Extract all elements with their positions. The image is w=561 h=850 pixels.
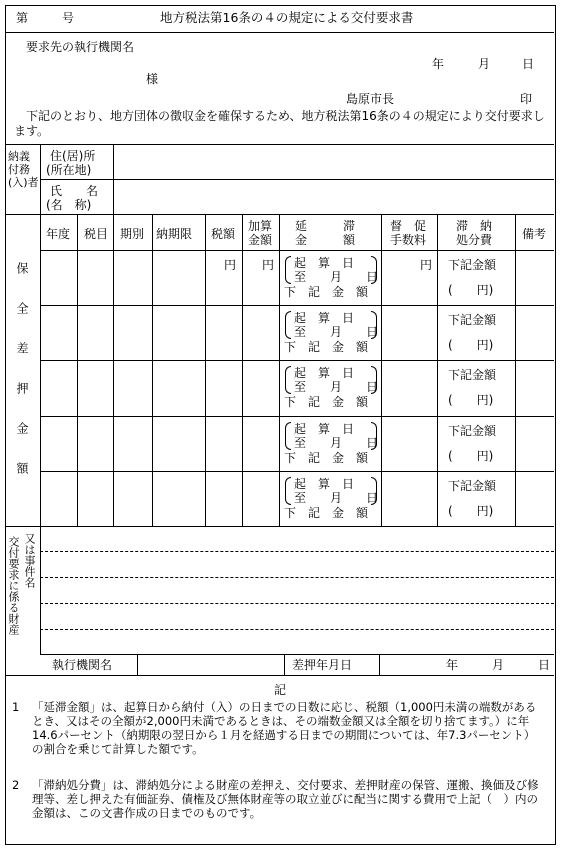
document-title: 地方税法第16条の４の規定による交付要求書 xyxy=(160,10,414,25)
dashed-line xyxy=(40,551,554,552)
kaki-kingaku-label: 下 記 金 額 xyxy=(284,340,369,354)
paren-yen: ( 円) xyxy=(448,393,494,407)
col-zeimoku: 税目 xyxy=(84,227,109,241)
seizure-month: 月 xyxy=(492,658,505,672)
kisan-label: 起 算 日 xyxy=(294,422,355,436)
kisan-label: 起 算 日 xyxy=(294,366,355,380)
unit-yen: 円 xyxy=(420,258,433,272)
col-kibetsu: 期別 xyxy=(120,227,145,241)
amount-side-label: 保全差押金額 xyxy=(15,262,29,502)
divider xyxy=(284,654,285,675)
itaru-label: 至 月 日 xyxy=(294,270,379,284)
kaki-kingaku-short: 下記金額 xyxy=(448,424,497,438)
number-suffix: 号 xyxy=(62,11,75,25)
divider xyxy=(515,214,516,526)
divider xyxy=(40,416,554,417)
note-item-1 xyxy=(12,700,542,756)
divider xyxy=(5,32,554,33)
seal-mark: 印 xyxy=(520,92,533,106)
property-side-label-right: 又は事件名 xyxy=(23,533,36,588)
issuer-name: 島原市長 xyxy=(346,92,395,106)
col-tokusoku: 督 促 xyxy=(390,219,427,233)
notes-heading: 記 xyxy=(274,683,287,697)
kaki-kingaku-label: 下 記 金 額 xyxy=(284,506,369,520)
divider xyxy=(279,214,280,526)
note-item-2 xyxy=(12,778,542,820)
divider xyxy=(437,214,438,526)
divider xyxy=(40,250,554,251)
name-label-sub: (名 称) xyxy=(46,198,92,212)
paren-yen: ( 円) xyxy=(448,504,494,518)
divider xyxy=(5,675,554,676)
divider xyxy=(40,305,554,306)
bracket-left xyxy=(285,477,291,505)
divider xyxy=(205,214,206,526)
date-day: 日 xyxy=(522,57,535,71)
property-side-label: 交付要求に係る財産 xyxy=(7,536,20,635)
col-nendo: 年度 xyxy=(46,227,71,241)
sama-label: 様 xyxy=(146,72,159,86)
itaru-label: 至 月 日 xyxy=(294,325,379,339)
col-entai: 延 滞 xyxy=(295,219,356,233)
kisan-label: 起 算 日 xyxy=(294,311,355,325)
kaki-kingaku-label: 下 記 金 額 xyxy=(284,451,369,465)
col-biko: 備考 xyxy=(522,227,547,241)
divider xyxy=(5,526,554,527)
bracket-left xyxy=(285,311,291,339)
col-entai-sub: 金 額 xyxy=(295,233,356,247)
col-zeigaku: 税額 xyxy=(211,227,236,241)
bracket-left xyxy=(285,256,291,284)
unit-yen: 円 xyxy=(224,258,237,272)
divider xyxy=(381,214,382,526)
kaki-kingaku-short: 下記金額 xyxy=(448,313,497,327)
kisan-label: 起 算 日 xyxy=(294,477,355,491)
paren-yen: ( 円) xyxy=(448,449,494,463)
kaki-kingaku-short: 下記金額 xyxy=(448,479,497,493)
note-number: 1 xyxy=(12,700,20,714)
address-label: 住(居)所 xyxy=(50,149,96,163)
date-month: 月 xyxy=(478,57,491,71)
divider xyxy=(242,214,243,526)
col-nokigen: 納期限 xyxy=(156,227,193,241)
divider xyxy=(40,360,554,361)
kaki-kingaku-label: 下 記 金 額 xyxy=(284,395,369,409)
divider xyxy=(379,654,380,675)
paren-yen: ( 円) xyxy=(448,338,494,352)
note-text: 「滞納処分費」は、滞納処分による財産の差押え、交付要求、差押財産の保管、運搬、換価及び修理等、差し押えた有価証券、債権及び無体財産等の取立並びに配当に関する費用で上記（ ）内の金額は、この文書作成の日までのものです。 xyxy=(32,778,539,820)
recipient-label: 要求先の執行機関名 xyxy=(26,40,135,54)
divider xyxy=(5,144,554,145)
kaki-kingaku-label: 下 記 金 額 xyxy=(284,285,369,299)
dashed-line xyxy=(40,603,554,604)
date-year: 年 xyxy=(432,57,445,71)
col-taino: 滞 納 xyxy=(456,219,493,233)
note-number: 2 xyxy=(12,778,20,792)
divider xyxy=(152,214,153,526)
paren-yen: ( 円) xyxy=(448,283,494,297)
dashed-line xyxy=(40,577,554,578)
col-kasan-sub: 金額 xyxy=(248,233,273,247)
divider xyxy=(77,214,78,526)
divider xyxy=(40,471,554,472)
note-text: 「延滞金額」は、起算日から納付（入）の日までの日数に応じ、税額（1,000円未満の端数があるとき、又はその全額が2,000円未満であるときは、その端数金額又は全額を切り捨てます。）に年14.6パーセント（納期限の翌日から１月を経過する日までの期間については、年7.3パーセント）の割合を乗じて計算した額です。 xyxy=(32,700,537,756)
kaki-kingaku-short: 下記金額 xyxy=(448,258,497,272)
name-label: 氏 名 xyxy=(50,184,99,198)
itaru-label: 至 月 日 xyxy=(294,491,379,505)
seizure-day: 日 xyxy=(538,658,551,672)
unit-yen: 円 xyxy=(262,258,275,272)
taxpayer-side-label: 納義付務(入)者 xyxy=(8,150,39,189)
kisan-label: 起 算 日 xyxy=(294,256,355,270)
bracket-left xyxy=(285,422,291,450)
divider xyxy=(40,526,41,654)
divider xyxy=(113,214,114,526)
divider xyxy=(40,654,554,655)
col-taino-sub: 処分費 xyxy=(456,233,493,247)
number-prefix: 第 xyxy=(16,11,29,25)
intro-text: 下記のとおり、地方団体の徴収金を確保するため、地方税法第16条の４の規定により交付要求します。 xyxy=(14,109,545,138)
seizure-year: 年 xyxy=(446,658,459,672)
itaru-label: 至 月 日 xyxy=(294,380,379,394)
dashed-line xyxy=(40,629,554,630)
col-kasan: 加算 xyxy=(248,219,273,233)
seizure-date-label: 差押年月日 xyxy=(292,658,353,672)
kaki-kingaku-short: 下記金額 xyxy=(448,368,497,382)
bracket-left xyxy=(285,366,291,394)
col-tokusoku-sub: 手数料 xyxy=(390,233,427,247)
address-label-sub: (所在地) xyxy=(46,163,92,177)
itaru-label: 至 月 日 xyxy=(294,436,379,450)
divider xyxy=(40,214,41,526)
agency-label: 執行機関名 xyxy=(52,658,113,672)
divider xyxy=(40,179,554,180)
divider xyxy=(137,654,138,675)
